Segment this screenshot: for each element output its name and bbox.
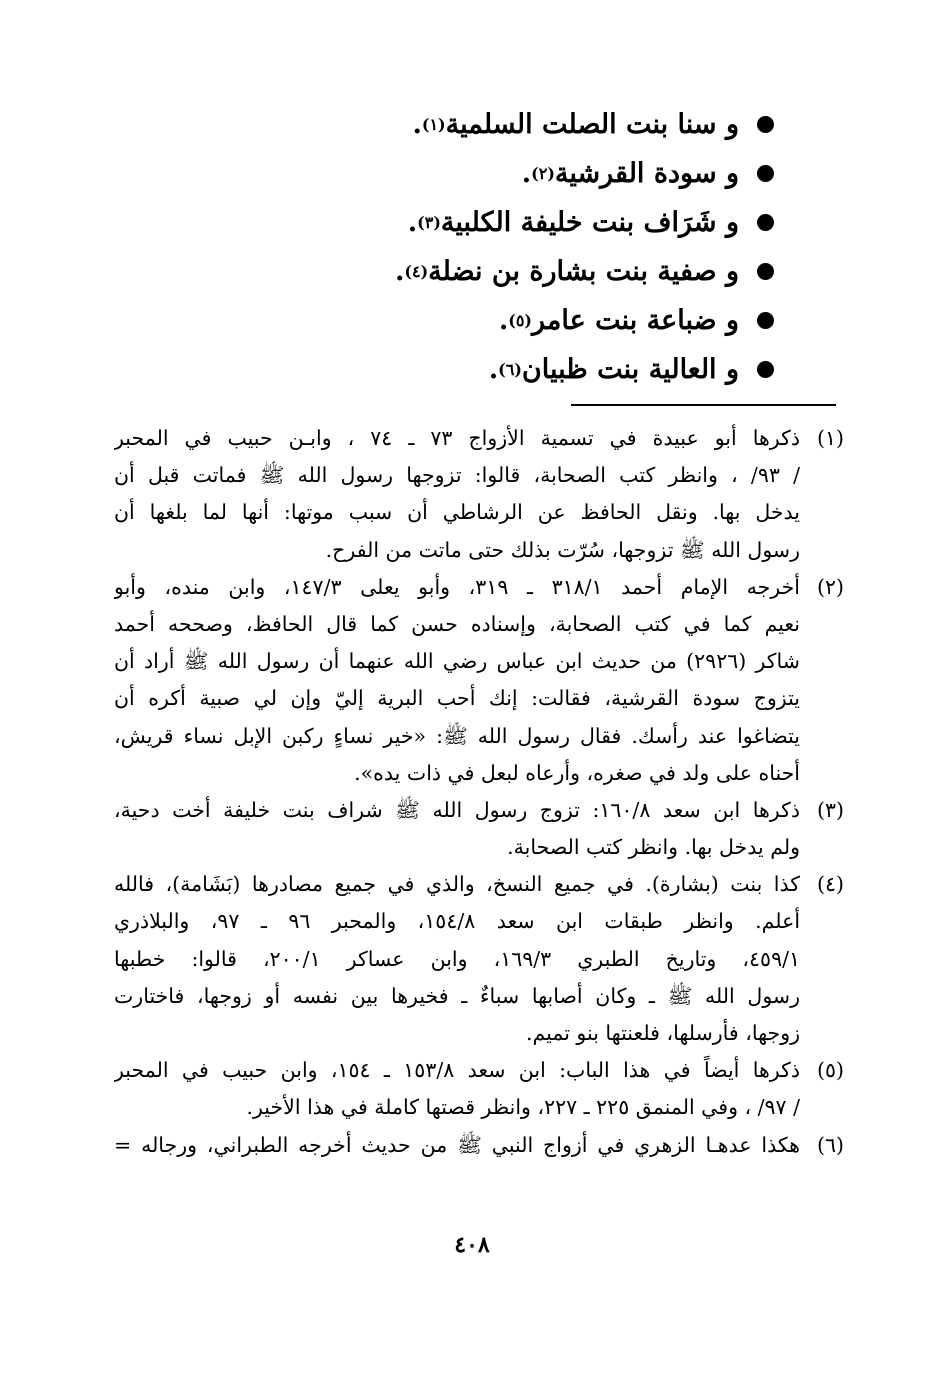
footnote-1: [114, 420, 844, 569]
page-number: ٤٠٨: [454, 1232, 490, 1258]
footnote-3: [114, 792, 844, 866]
bullet-end: .: [395, 256, 405, 287]
footnote-line: يتزوج سودة القرشية، فقالت: إنك أحب البرية إليّ وإن لي صبية أكره أن: [114, 686, 800, 711]
footnote-line: يتضاغوا عند رأسك. فقال رسول الله ﷺ: «خير نساءٍ ركبن الإبل نساء قريش،: [114, 723, 800, 748]
footnote-5: [114, 1052, 844, 1126]
footnote-line: ذكرها أبو عبيدة في تسمية الأزواج ٧٣ ـ ٧٤ ، وابـن حبيب في المحبر: [114, 426, 800, 450]
footnote-line: / ٩٧/ ، وفي المنمق ٢٢٥ ـ ٢٢٧، وانظر قصتها كاملة في هذا الأخير.: [246, 1095, 800, 1120]
bullet-end: .: [407, 207, 418, 238]
footnote-number: (٢): [816, 574, 844, 599]
bullet-item: و سنا بنت الصلت السلمية (١) .: [274, 100, 774, 149]
bullet-text: و سنا بنت الصلت السلمية: [445, 109, 739, 140]
bullet-text: و ضباعة بنت عامر: [532, 305, 739, 336]
footnote-6: [114, 1127, 844, 1164]
footnote-body: [114, 792, 800, 866]
bullet-dot-icon: [757, 116, 774, 133]
footnote-line: نعيم كما في كتب الصحابة، وإسناده حسن كما قال الحافظ، وصححه أحمد: [114, 611, 800, 636]
wives-bullet-list: [274, 100, 774, 394]
bullet-dot-icon: [757, 361, 774, 378]
footnote-line: ذكرها ابن سعد ١٦٠/٨: تزوج رسول الله ﷺ شراف بنت خليفة أخت دحية،: [114, 797, 800, 822]
footnote-number: (٥): [816, 1058, 844, 1083]
footnote-line: ولم يدخل بها. وانظر كتب الصحابة.: [507, 835, 800, 860]
footnote-line: أخرجه الإمام أحمد ٣١٨/١ ـ ٣١٩، وأبو يعلى ١٤٧/٣، وابن منده، وأبو: [114, 574, 800, 599]
bullet-dot-icon: [757, 214, 774, 231]
footnote-line: زوجها، فأرسلها، فلعنتها بنو تميم.: [526, 1021, 800, 1045]
footnote-line: أحناه على ولد في صغره، وأرعاه لبعل في ذات يده».: [354, 760, 800, 785]
footnote-line: كذا بنت (بشارة). في جميع النسخ، والذي في جميع مصادرها (بَشَامة)، فالله: [114, 872, 800, 897]
bullet-text: و سودة القرشية: [554, 158, 739, 189]
footnote-2: [114, 569, 844, 792]
footnote-line: رسول الله ﷺ تزوجها، سُرّت بذلك حتى ماتت من الفرح.: [325, 537, 800, 562]
footnote-body: [114, 1052, 800, 1126]
bullet-text: و شَرَاف بنت خليفة الكلبية: [440, 207, 739, 238]
footnote-number: (٤): [816, 872, 844, 897]
footnote-line: شاكر (٢٩٢٦) من حديث ابن عباس رضي الله عنهما أن رسول الله ﷺ أراد أن: [114, 649, 800, 674]
bullet-dot-icon: [757, 165, 774, 182]
bullet-dot-icon: [757, 263, 774, 280]
footnote-line: رسول الله ﷺ ـ وكان أصابها سباءٌ ـ فخيرها بين نفسه أو زوجها، فاختارت: [114, 983, 800, 1008]
bullet-text: و صفية بنت بشارة بن نضلة: [428, 256, 739, 287]
bullet-end: .: [521, 158, 532, 189]
footnote-body: [114, 569, 800, 792]
bullet-end: .: [488, 354, 499, 385]
bullet-text: و العالية بنت ظبيان: [521, 354, 739, 385]
footnote-number: (٦): [816, 1132, 844, 1157]
footnote-line: أعلم. وانظر طبقات ابن سعد ١٥٤/٨، والمحبر ٩٦ ـ ٩٧، والبلاذري: [114, 909, 800, 934]
bullet-item: و العالية بنت ظبيان (٦) .: [274, 345, 774, 394]
footnote-line: / ٩٣/ ، وانظر كتب الصحابة، قالوا: تزوجها رسول الله ﷺ فماتت قبل أن: [114, 463, 800, 488]
bullet-item: و صفية بنت بشارة بن نضلة (٤) .: [274, 247, 774, 296]
bullet-item: و شَرَاف بنت خليفة الكلبية (٣) .: [274, 198, 774, 247]
footnote-4: [114, 866, 844, 1052]
footnote-divider: [571, 404, 836, 406]
footnote-line: ذكرها أيضاً في هذا الباب: ابن سعد ١٥٣/٨ ـ ١٥٤، وابن حبيب في المحبر: [114, 1058, 800, 1083]
bullet-end: .: [498, 305, 509, 336]
footnote-number: (١): [816, 426, 844, 450]
bullet-item: و سودة القرشية (٢) .: [274, 149, 774, 198]
footnote-body: [114, 1127, 800, 1164]
bullet-item: و ضباعة بنت عامر (٥) .: [274, 296, 774, 345]
bullet-end: .: [412, 109, 422, 140]
footnote-body: [114, 866, 800, 1052]
footnote-line: ٤٥٩/١، وتاريخ الطبري ١٦٩/٣، وابن عساكر ٢٠٠/١، قالوا: خطبها: [114, 946, 800, 971]
footnote-line: يدخل بها. ونقل الحافظ عن الرشاطي أن سبب موتها: أنها لما بلغها أن: [114, 500, 800, 525]
footnote-line: هكذا عدهـا الزهري في أزواج النبي ﷺ من حديث أخرجه الطبراني، ورجاله =: [114, 1132, 800, 1157]
footnote-body: [114, 420, 800, 569]
footnotes-section: [114, 420, 844, 1164]
bullet-dot-icon: [757, 312, 774, 329]
footnote-number: (٣): [816, 797, 844, 822]
